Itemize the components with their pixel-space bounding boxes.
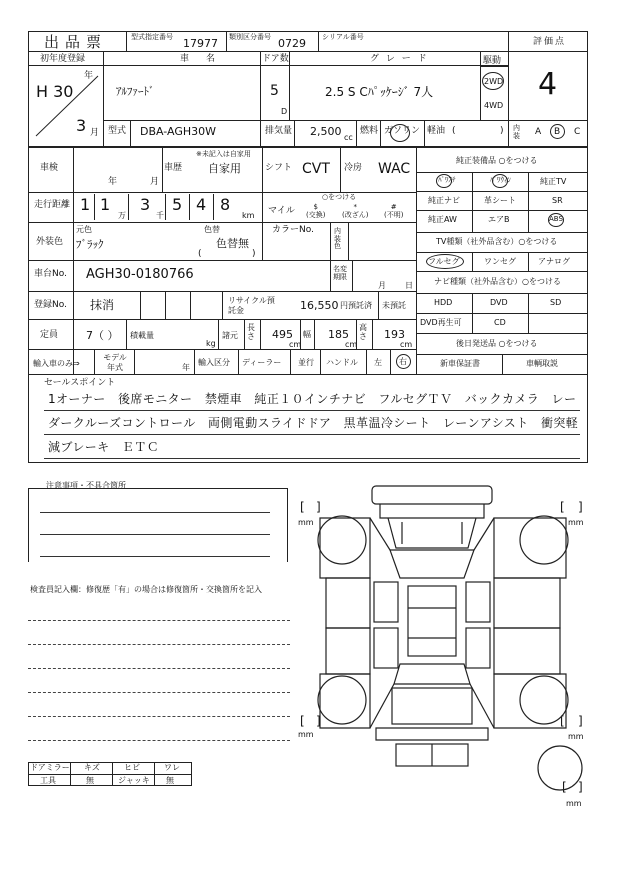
navi-item-2: DVD: [490, 298, 508, 307]
equip-item-1: ﾊﾟﾜｽﾃ: [438, 176, 456, 184]
first-reg-year-suffix: 年: [84, 71, 94, 81]
handle-left: 左: [374, 358, 382, 367]
manual: 車輌取説: [526, 359, 558, 368]
sales-line-1: 1オーナー 後席モニター 禁煙車 純正１０インチナビ フルセグＴＶ バックカメラ レー: [48, 392, 577, 406]
reg-no-label: 登録No.: [34, 300, 67, 310]
rear-left-quarter: [320, 674, 370, 728]
legend-r-1: 工具: [40, 776, 56, 785]
displacement: 2,500: [310, 125, 342, 138]
interior-label: 内装: [513, 124, 520, 140]
mileage-altered: * (改ざん): [342, 203, 369, 220]
category-no: 0729: [278, 37, 306, 50]
tv-item-1: フルセグ: [428, 257, 460, 266]
model-year-unit: 年: [182, 363, 190, 372]
category-label: 類別区分番号: [229, 33, 271, 41]
height-unit: cm: [400, 340, 413, 349]
legend-r-2: 無: [86, 776, 94, 785]
sales-line-2: ダークルーズコントロール 両側電動スライドドア 黒革温冷シート レーンアシスト 衝突軽: [48, 416, 579, 430]
tailgate: [392, 688, 472, 724]
type-no: 17977: [183, 37, 218, 50]
rear-bumper: [376, 728, 488, 740]
inspection-year: 年: [108, 177, 118, 187]
color-no-label: カラーNo.: [272, 225, 314, 235]
history: 自家用: [208, 162, 241, 175]
rear-window: [394, 664, 470, 684]
mileage-digit-3: 3: [140, 195, 151, 214]
serial-label: シリアル番号: [322, 33, 364, 41]
interior-color-label: 内装色: [334, 227, 341, 251]
score: 4: [538, 67, 558, 102]
legend-h-1: ドアミラー: [30, 763, 70, 772]
drive-label: 駆動: [483, 56, 502, 66]
fuel: ガソリン: [384, 126, 421, 136]
name-change-label: 名変期限: [333, 265, 347, 282]
legend-r-4: 無: [166, 776, 174, 785]
load-unit: kg: [206, 339, 216, 348]
mm-bracket-fr: [: [560, 500, 565, 514]
capacity: 7（ ）: [86, 329, 119, 342]
right-rear-door: [494, 628, 560, 674]
mileage-unit: km: [242, 211, 255, 220]
color-changed: 色替無: [216, 237, 249, 250]
color-code-label: 色替: [204, 225, 220, 234]
legend-h-3: ヒビ: [124, 763, 140, 772]
capacity-label: 定員: [40, 330, 59, 340]
tv-item-2: ワンセグ: [484, 257, 516, 266]
inspection-label: 車検: [40, 163, 59, 173]
dims-label: 諸元: [222, 331, 238, 340]
navi-item-4: DVD再生可: [420, 318, 462, 327]
front-bumper: [372, 486, 492, 504]
interior-c: C: [574, 127, 581, 137]
name-change-day: 日: [405, 281, 413, 290]
mileage-unknown: # (不明): [384, 203, 404, 220]
interior-b: B: [554, 127, 561, 137]
recycle-label: リサイクル預託金: [228, 296, 275, 315]
first-reg-month: 3: [76, 116, 87, 135]
equip-item-5: 革シート: [484, 196, 516, 205]
ac: WAC: [378, 161, 411, 177]
mm-bracket-fl: [: [300, 500, 305, 514]
wheel-rear-right: [520, 676, 568, 724]
history-note: ※未記入は自家用: [196, 150, 251, 158]
doors-d: D: [281, 107, 288, 116]
shift: CVT: [302, 161, 330, 177]
width-unit: cm: [345, 340, 358, 349]
import-type-label: 輸入区分: [198, 358, 230, 367]
type-no-label: 型式指定番号: [131, 33, 173, 41]
equip-item-3: 純正TV: [540, 177, 567, 186]
mm-label-rr: mm: [568, 732, 584, 741]
wheel-front-left: [318, 516, 366, 564]
mileage-mark-label: ○をつける: [322, 193, 357, 201]
handle-right: 右: [399, 357, 407, 366]
interior-a: A: [535, 127, 542, 137]
model-label: 型式: [108, 126, 127, 136]
width: 185: [328, 328, 349, 341]
color-label: 外装色: [36, 237, 64, 247]
navi-item-1: HDD: [434, 298, 453, 307]
mm-label-fr: mm: [568, 518, 584, 527]
warranty: 新車保証書: [440, 359, 480, 368]
navi-item-3: SD: [550, 298, 562, 307]
tv-item-3: アナログ: [538, 257, 570, 266]
recycle-unpaid: 未預託: [382, 301, 406, 310]
chassis: AGH30-0180766: [86, 267, 194, 282]
length: 495: [272, 328, 293, 341]
mileage-digit-4: 5: [172, 195, 183, 214]
equip-item-9: ABS: [549, 215, 563, 223]
color-original: ﾌﾞﾗｯｸ: [76, 238, 104, 251]
mm-label-rl: mm: [298, 730, 314, 739]
mileage-digit-1: 1: [80, 195, 91, 214]
mm-label-spare: mm: [566, 799, 582, 808]
shift-label: シフト: [265, 163, 293, 173]
car-name: ｱﾙﾌｧｰﾄﾞ: [116, 85, 155, 98]
car-name-label: 車 名: [180, 54, 220, 64]
light-oil-label: 軽油: [427, 126, 446, 136]
grade-label: グ レ ー ド: [370, 54, 429, 64]
equip-item-4: 純正ナビ: [428, 196, 460, 205]
right-front-door: [494, 578, 560, 628]
first-reg-month-suffix: 月: [90, 128, 100, 138]
left-front-door: [326, 578, 370, 628]
drive-4wd: 4WD: [484, 101, 504, 110]
mm-bracket-rr: [: [560, 714, 565, 728]
form-title: 出品票: [44, 33, 108, 51]
mm-bracket-spare: [: [562, 780, 567, 794]
mileage-digit-5: 4: [196, 195, 207, 214]
tv-label: TV種類（社外品含む）○をつける: [436, 237, 558, 246]
inspector-label: 検査員記入欄：修復歴「有」の場合は修復箇所・交換箇所を記入: [30, 585, 262, 594]
roof: [408, 586, 456, 656]
mm-label-fl: mm: [298, 518, 314, 527]
grade: 2.5 S Cﾊﾟｯｹｰｼﾞ 7人: [325, 85, 434, 99]
light-oil-bracket-close: ): [500, 126, 504, 136]
length-unit: cm: [289, 340, 302, 349]
left-rear-door: [326, 628, 370, 674]
navi-label: ナビ種類（社外品含む）○をつける: [434, 277, 561, 286]
height: 193: [384, 328, 405, 341]
displacement-unit: cc: [344, 133, 353, 142]
mm-bracket-rl: [: [300, 714, 305, 728]
mileage-label: 走行距離: [34, 200, 71, 210]
ac-label: 冷房: [344, 163, 363, 173]
delivery-label: 後日発送品 ○をつける: [456, 339, 538, 348]
equipment-std-label: 純正装備品 ○をつける: [456, 156, 538, 165]
legend-r-3: ジャッキ: [118, 776, 150, 785]
wheel-rear-left: [318, 676, 366, 724]
front-right-fender: [494, 518, 566, 578]
inspection-month: 月: [150, 177, 160, 187]
color-bracket-open: (: [198, 249, 202, 259]
equip-item-8: エアB: [488, 215, 510, 224]
color-original-label: 元色: [76, 225, 92, 234]
reg-no: 抹消: [90, 298, 115, 312]
first-reg-label: 初年度登録: [40, 54, 86, 64]
mileage-sen: 千: [156, 211, 164, 220]
height-label: 高さ: [359, 323, 367, 341]
sales-label: セールスポイント: [44, 378, 116, 388]
mileage-mile: マイル: [268, 206, 295, 216]
history-label: 車歴: [164, 163, 183, 173]
load-label: 積載量: [130, 331, 154, 340]
width-label: 幅: [303, 330, 311, 339]
navi-item-5: CD: [494, 318, 506, 327]
equip-item-2: ﾊﾟﾜｳｨﾝ: [490, 176, 511, 184]
chassis-label: 車台No.: [34, 269, 67, 279]
recycle: 16,550: [300, 299, 339, 312]
import-label: 輸入車のみ⇒: [33, 359, 80, 368]
first-reg-era: H 30: [36, 82, 74, 101]
doors: 5: [270, 83, 279, 99]
caution-label: 注意事項・不具合箇所: [46, 481, 126, 490]
name-change-month: 月: [378, 281, 386, 290]
hood: [388, 518, 476, 548]
model-year-label: モデル年式: [103, 353, 127, 372]
recycle-paid: 円預託済: [340, 301, 372, 310]
wheel-spare: [538, 746, 582, 790]
sales-line-3: 減ブレーキ ＥＴＣ: [48, 440, 160, 454]
fuel-label: 燃料: [360, 126, 379, 136]
legend-h-4: ワレ: [164, 763, 180, 772]
windshield: [390, 550, 474, 578]
mileage-digit-6: 8: [220, 195, 231, 214]
equip-item-6: SR: [552, 196, 563, 205]
mileage-exchange: $ (交換): [306, 203, 326, 220]
mileage-digit-2: 1: [100, 195, 111, 214]
wheel-front-right: [520, 516, 568, 564]
model: DBA-AGH30W: [140, 125, 217, 138]
equip-item-7: 純正AW: [428, 215, 457, 224]
car-diagram: [300, 478, 590, 798]
import-parallel: 並行: [298, 358, 314, 367]
length-label: 長さ: [247, 323, 255, 341]
color-bracket-close: ): [252, 249, 256, 259]
handle-label: ハンドル: [326, 358, 358, 367]
mileage-man: 万: [118, 211, 126, 220]
displacement-label: 排気量: [265, 126, 293, 136]
legend-h-2: キズ: [84, 763, 100, 772]
light-oil-bracket-open: (: [452, 126, 456, 136]
score-label: 評価点: [533, 37, 567, 47]
drive-2wd: 2WD: [484, 77, 504, 86]
doors-label: ドア数: [262, 54, 289, 64]
import-dealer: ディーラー: [242, 358, 282, 367]
